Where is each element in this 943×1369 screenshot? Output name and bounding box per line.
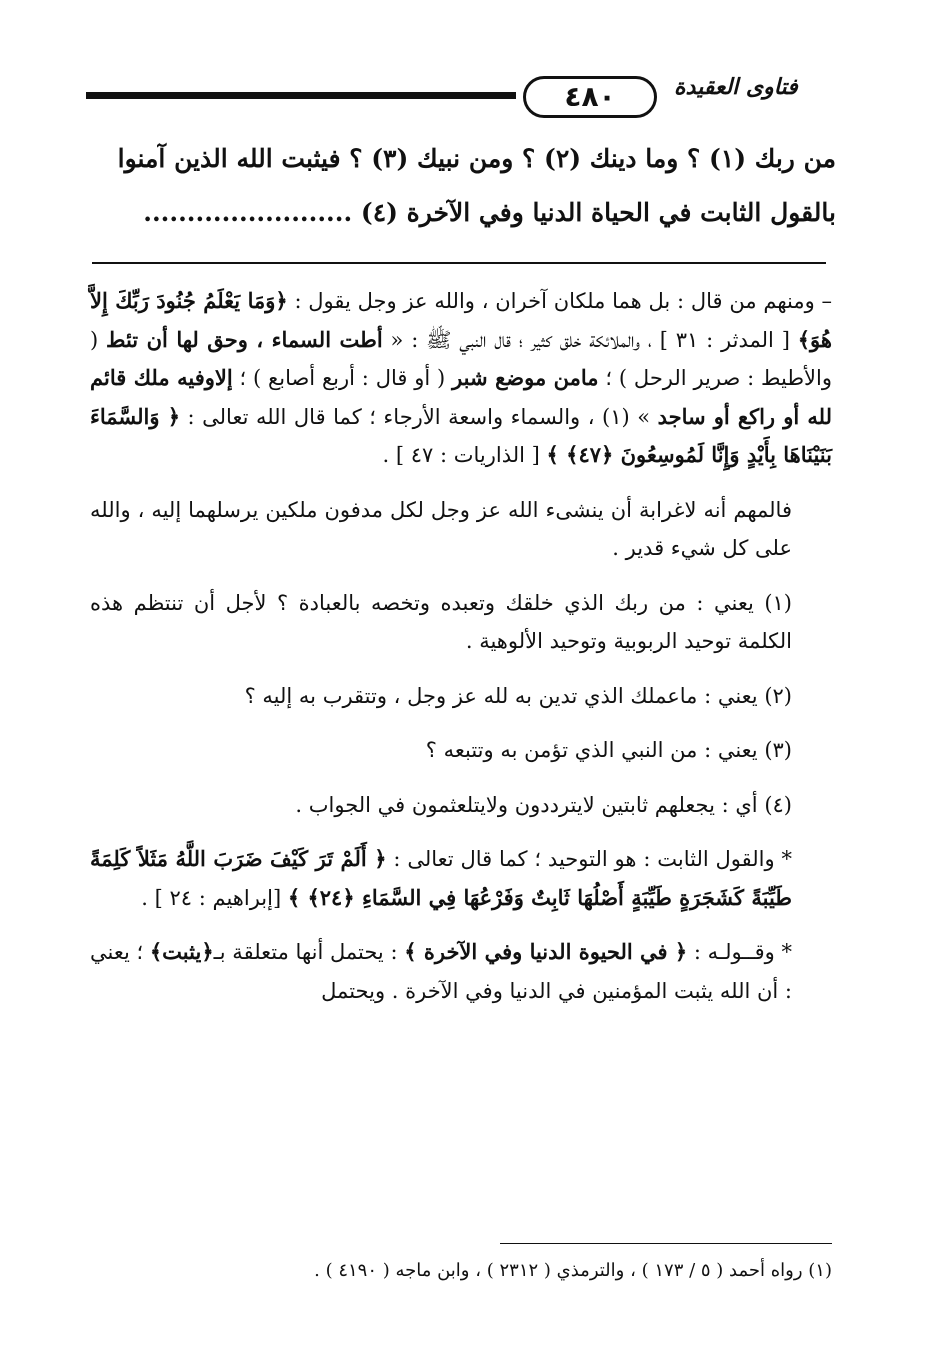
commentary-text: » (١) ، والسماء واسعة الأرجاء ؛ كما قال الله تعالى : <box>180 404 658 429</box>
page-header <box>86 72 831 122</box>
commentary-paragraph-1 <box>90 282 832 475</box>
commentary-text: ( والأطيط : صرير الرحل ) ؛ <box>90 327 832 390</box>
commentary-text: [إبراهيم : ٢٤ ] . <box>141 885 288 910</box>
quran-verse: ﴿وَمَا يَعْلَمُ جُنُودَ رَبِّكَ إِلاَّ هُوَ﴾ <box>90 288 832 352</box>
header-rule <box>86 92 516 99</box>
commentary-text: : يحتمل أنها متعلقة بـ <box>213 940 405 964</box>
note-4: (٤) أي : يجعلهم ثابتين لايترددون ولايتلعثمون في الجواب . <box>295 792 792 817</box>
hadith-text: مامن موضع شبر <box>452 365 599 390</box>
main-text-line-1: من ربك (١) ؟ وما دينك (٢) ؟ ومن نبيك (٣) ؟ فيثبت الله الذين آمنوا <box>117 144 836 173</box>
commentary-text: * والقول الثابت : هو التوحيد ؛ كما قال تعالى : <box>386 847 792 871</box>
commentary-text: ؛ يعني : أن الله يثبت المؤمنين في الدنيا وفي الآخرة . ويحتمل <box>90 940 792 1003</box>
commentary-text: – ومنهم من قال : بل هما ملكان آخران ، والله عز وجل يقول : <box>287 289 833 313</box>
quran-verse: ﴿ أَلَمْ تَرَ كَيْفَ ضَرَبَ اللَّهُ مَثَلاً كَلِمَةً طَيِّبَةً كَشَجَرَةٍ طَيِّبَةٍ أَصْلُهَا ثَابِتٌ وَفَرْعُهَا فِي السَّمَاءِ ﴿٢٤﴾ ﴾ <box>90 846 792 910</box>
commentary-paragraph-2: فالمهم أنه لاغرابة أن ينشىء الله عز وجل لكل مدفون ملكين يرسلهما إليه ، والله على كل شيء قدير . <box>90 497 792 560</box>
quran-word: ﴿يثبت﴾ <box>149 939 214 964</box>
hadith-text: إلاوفيه ملك قائم لله أو راكع أو ساجد <box>90 365 832 429</box>
commentary-paragraph-3 <box>90 840 832 917</box>
section-separator <box>92 262 826 264</box>
main-text <box>86 132 836 240</box>
footnote-rule <box>500 1243 832 1244</box>
commentary-paragraph-4 <box>90 933 832 1010</box>
note-2: (٢) يعني : ماعملك الذي تدين به لله عز وجل ، وتتقرب به إليه ؟ <box>244 683 792 708</box>
running-title-text: فتاوى العقيدة <box>668 75 798 100</box>
commentary-text: [ الذاريات : ٤٧ ] . <box>382 443 547 467</box>
running-title <box>666 68 831 108</box>
main-text-line-2: بالقول الثابت في الحياة الدنيا وفي الآخرة (٤) ........................ <box>143 198 836 227</box>
page-number: ٤٨٠ <box>523 76 657 118</box>
commentary-text: * وقــولـه : <box>687 940 793 964</box>
commentary-text: [ المدثر : ٣١ ] ، والملائكة خلق كثير ؛ قال النبي ﷺ : « <box>382 327 798 352</box>
note-3: (٣) يعني : من النبي الذي تؤمن به وتتبعه ؟ <box>425 738 792 762</box>
commentary <box>90 282 832 1020</box>
hadith-text: أطت السماء ، وحق لها أن تئط <box>106 326 383 352</box>
quran-verse: ﴿ وَالسَّمَاءَ بَنَيْنَاهَا بِأَيْدٍ وَإِنَّا لَمُوسِعُونَ ﴿٤٧﴾ ﴾ <box>90 403 832 467</box>
commentary-text: ( أو قال : أربع أصابع ) ؛ <box>232 366 453 390</box>
footnote: (١) رواه أحمد ( ٥ / ١٧٣ ) ، والترمذي ( ٢٣١٢ ) ، وابن ماجه ( ٤١٩٠ ) . <box>314 1260 832 1281</box>
quran-verse: ﴿ في الحيوة الدنيا وفي الآخرة ﴾ <box>404 939 688 964</box>
note-1: (١) يعني : من ربك الذي خلقك وتعبده وتخصه بالعبادة ؟ لأجل أن تنتظم هذه الكلمة توحيد الربوبية وتوحيد الألوهية . <box>90 590 792 653</box>
